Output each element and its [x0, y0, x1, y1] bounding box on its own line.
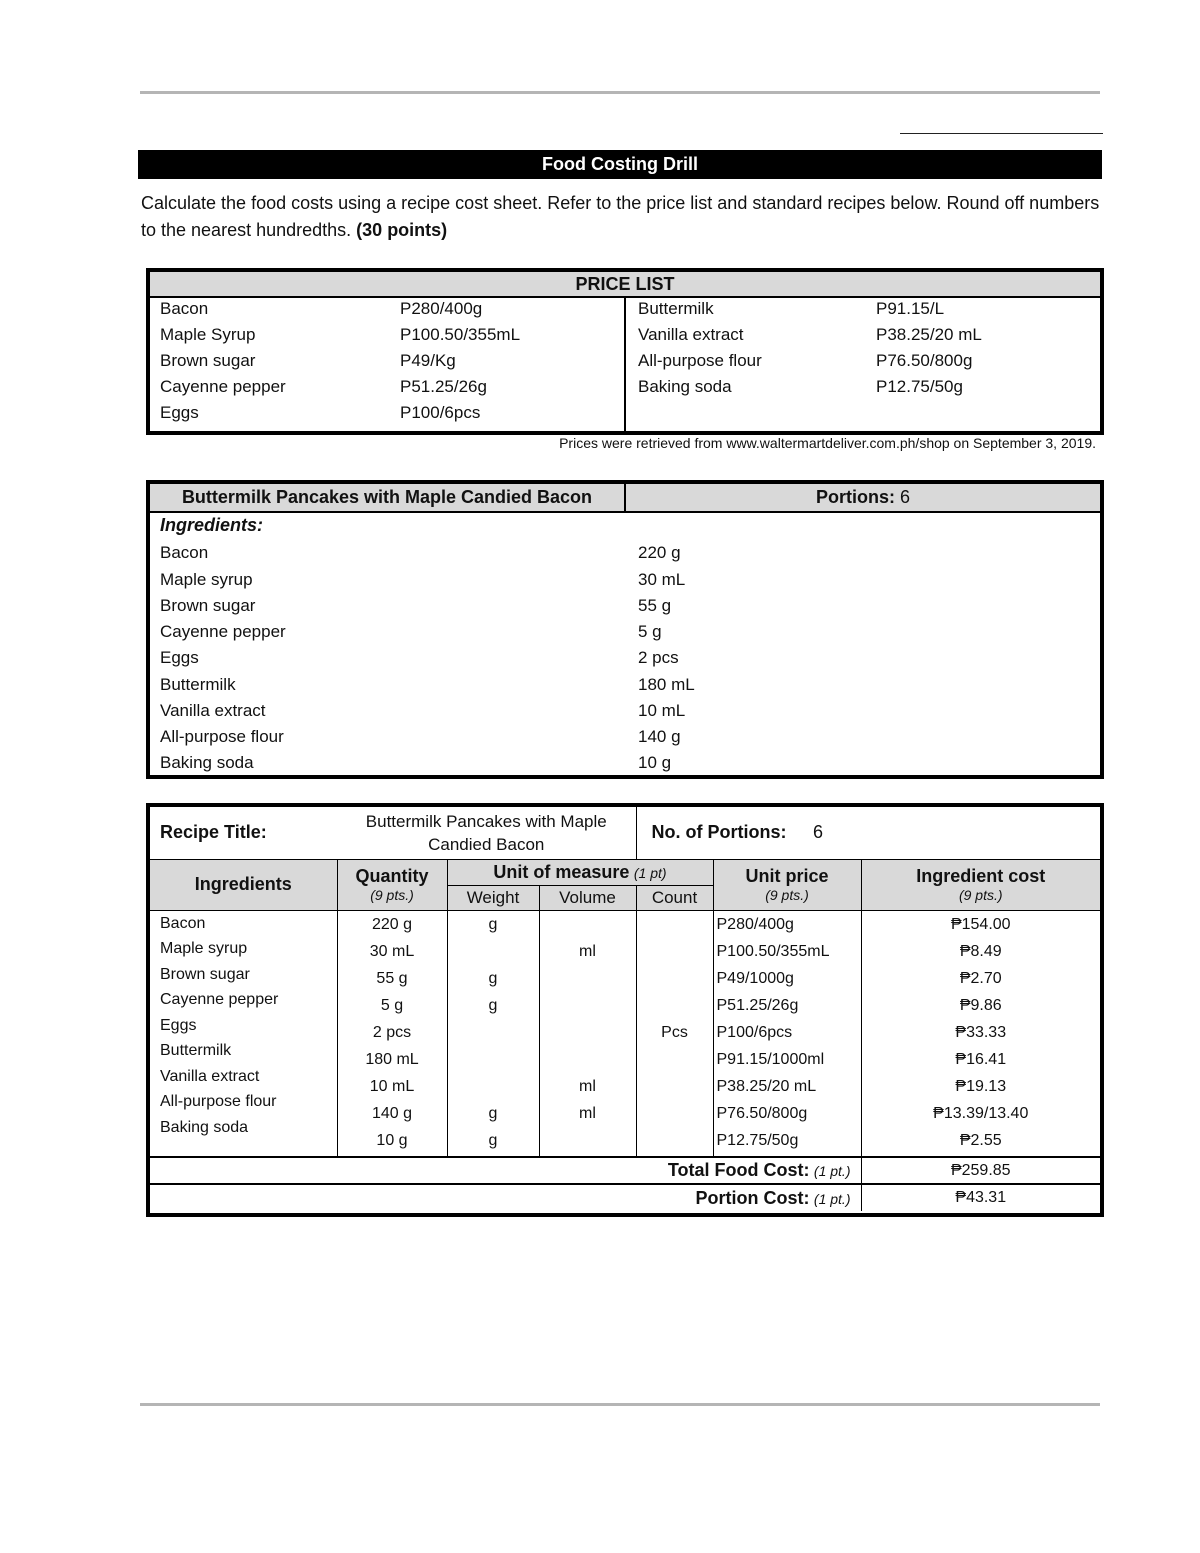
- price-item: Buttermilk: [638, 299, 714, 318]
- cost-quantity: 30 mL: [369, 942, 415, 960]
- col-unit-label: Unit of measure: [493, 861, 630, 882]
- col-unit-pts: (1 pt): [633, 864, 667, 881]
- portion-cost-value: ₱43.31: [861, 1184, 1100, 1211]
- instructions-text: Calculate the food costs using a recipe cost sheet. Refer to the price list and standard recipes below. Round off numbers to the nearest hundredths.: [141, 193, 1100, 240]
- price-value: P76.50/800g: [876, 351, 973, 370]
- cost-quantity: 10 mL: [369, 1077, 415, 1095]
- total-label: Total Food Cost:: [667, 1160, 810, 1180]
- cost-count: [637, 965, 713, 992]
- unit-price-column: [713, 910, 861, 1157]
- recipe-portions: [626, 484, 1100, 511]
- ingredients-label: Ingredients:: [160, 515, 264, 535]
- cost-quantity: 2 pcs: [372, 1023, 412, 1041]
- recipe-quantity: 140 g: [638, 727, 681, 746]
- price-value: P49/Kg: [400, 351, 456, 370]
- cost-ingredient: Vanilla extract: [160, 1067, 260, 1085]
- price-item: Eggs: [160, 403, 199, 422]
- cost-unit-price: P100.50/355mL: [716, 942, 830, 960]
- cost-weight: g: [488, 1131, 498, 1149]
- recipe-ingredient: Brown sugar: [160, 596, 256, 615]
- recipe-quantity: 220 g: [638, 543, 681, 562]
- cost-quantity: 180 mL: [365, 1050, 419, 1068]
- page-title: Food Costing Drill: [138, 150, 1102, 179]
- recipe-ingredient: Buttermilk: [160, 675, 236, 694]
- recipe-name: Buttermilk Pancakes with Maple Candied Bacon: [150, 484, 626, 511]
- col-unit-price-pts: (9 pts.): [765, 887, 809, 903]
- recipe-quantity: 180 mL: [638, 675, 695, 694]
- cost-volume: [540, 911, 636, 938]
- cost-ingredient: Cayenne pepper: [160, 991, 279, 1008]
- cost-value: ₱9.86: [959, 996, 1002, 1014]
- price-value: P38.25/20 mL: [876, 325, 982, 344]
- recipe-quantity: 30 mL: [638, 570, 686, 589]
- price-item: Vanilla extract: [638, 325, 744, 344]
- cost-quantity: 55 g: [376, 969, 408, 987]
- cost-unit-price: P12.75/50g: [716, 1131, 799, 1149]
- cost-count: Pcs: [661, 1023, 688, 1041]
- cost-volume: ml: [579, 942, 596, 960]
- recipe-ingredient: Maple syrup: [160, 570, 253, 589]
- price-value: P12.75/50g: [876, 377, 963, 396]
- recipe-ingredient: Bacon: [160, 543, 209, 562]
- price-value: P91.15/L: [876, 299, 945, 318]
- recipe-title-value: Buttermilk Pancakes with Maple Candied Bacon: [365, 811, 607, 854]
- col-ingredient-cost: [861, 859, 1100, 910]
- col-quantity: [337, 859, 447, 910]
- price-list-divider: [624, 298, 626, 431]
- cost-count: [637, 938, 713, 965]
- cost-count: [637, 1073, 713, 1100]
- recipe-title-label: Recipe Title:: [160, 822, 267, 843]
- cost-weight: [448, 1046, 539, 1073]
- cost-value: ₱19.13: [955, 1077, 1007, 1095]
- weight-column: [447, 910, 539, 1157]
- cost-count: [637, 1046, 713, 1073]
- col-count: Count: [636, 885, 713, 910]
- price-value: P100.50/355mL: [400, 325, 521, 344]
- cost-count: [637, 1100, 713, 1127]
- price-item: Bacon: [160, 299, 209, 318]
- recipe-quantity: 10 g: [638, 753, 672, 772]
- ingredient-cost-column: [861, 910, 1100, 1157]
- recipe-ingredient: Vanilla extract: [160, 701, 266, 720]
- cost-volume: [540, 992, 636, 1019]
- cost-table: [150, 807, 1100, 1211]
- cost-unit-price: P91.15/1000ml: [716, 1050, 825, 1068]
- cost-ingredient: Eggs: [160, 1016, 197, 1034]
- recipe-ingredient: Eggs: [160, 648, 199, 667]
- col-unit-price: [713, 859, 861, 910]
- cost-quantity: 5 g: [380, 996, 404, 1014]
- cost-portions-value: 6: [812, 822, 823, 843]
- cost-ingredient: Brown sugar: [160, 965, 250, 983]
- total-food-cost-label: [150, 1157, 861, 1184]
- recipe-quantity: 5 g: [638, 622, 662, 641]
- col-unit-of-measure: [447, 859, 713, 885]
- cost-value: ₱154.00: [950, 915, 1011, 933]
- recipe-quantity: 55 g: [638, 596, 672, 615]
- cost-volume: ml: [579, 1104, 596, 1122]
- price-item: Cayenne pepper: [160, 377, 286, 396]
- quantity-column: [337, 910, 447, 1157]
- cost-value: ₱2.55: [959, 1131, 1002, 1149]
- cost-weight: g: [488, 1104, 498, 1122]
- cost-quantity: 10 g: [376, 1131, 408, 1149]
- cost-volume: [540, 1019, 636, 1046]
- recipe-ingredient: All-purpose flour: [160, 727, 284, 746]
- cost-unit-price: P38.25/20 mL: [716, 1077, 817, 1095]
- cost-value: ₱8.49: [959, 942, 1002, 960]
- recipe-ingredient: Cayenne pepper: [160, 622, 286, 641]
- price-list-title: PRICE LIST: [150, 272, 1100, 298]
- count-column: [636, 910, 713, 1157]
- cost-ingredient: All-purpose flour: [160, 1093, 277, 1110]
- cost-portions-label: No. of Portions:: [651, 822, 787, 843]
- cost-weight: [448, 1019, 539, 1046]
- price-value: P51.25/26g: [400, 377, 487, 396]
- col-ingredient-cost-pts: (9 pts.): [958, 887, 1003, 903]
- recipe-ingredient: Baking soda: [160, 753, 254, 772]
- col-quantity-pts: (9 pts.): [370, 887, 414, 903]
- recipe-quantity: 2 pcs: [638, 648, 679, 667]
- cost-weight: g: [488, 915, 498, 933]
- header-rule: [140, 91, 1100, 94]
- instructions-points: (30 points): [356, 220, 448, 240]
- price-list: [146, 268, 1104, 435]
- cost-value: ₱2.70: [959, 969, 1002, 987]
- cost-weight: g: [488, 996, 498, 1014]
- cost-count: [637, 1127, 713, 1154]
- price-item: Brown sugar: [160, 351, 256, 370]
- total-food-cost-value: ₱259.85: [861, 1157, 1100, 1184]
- volume-column: [539, 910, 636, 1157]
- price-item: Baking soda: [638, 377, 732, 396]
- col-weight: Weight: [447, 885, 539, 910]
- cost-volume: [540, 1127, 636, 1154]
- recipe-portions-label: Portions:: [815, 487, 895, 507]
- portion-cost-label: [150, 1184, 861, 1211]
- cost-weight: [448, 1073, 539, 1100]
- cost-unit-price: P49/1000g: [716, 969, 794, 987]
- portion-label: Portion Cost:: [695, 1187, 810, 1208]
- col-quantity-label: Quantity: [355, 866, 429, 886]
- recipe-quantity: 10 mL: [638, 701, 686, 720]
- instructions: [141, 190, 1101, 244]
- price-value: P100/6pcs: [400, 403, 481, 422]
- cost-unit-price: P100/6pcs: [716, 1023, 793, 1041]
- cost-value: ₱33.33: [955, 1023, 1007, 1041]
- recipe-portions-value: 6: [900, 487, 911, 507]
- cost-volume: [540, 1046, 636, 1073]
- col-ingredient-cost-label: Ingredient cost: [916, 866, 1046, 886]
- ingredients-column: [150, 910, 337, 1157]
- cost-unit-price: P51.25/26g: [716, 996, 799, 1014]
- cost-unit-price: P76.50/800g: [716, 1104, 808, 1122]
- portion-pts: (1 pt.): [813, 1190, 851, 1207]
- cost-weight: [448, 938, 539, 965]
- cost-unit-price: P280/400g: [716, 915, 794, 933]
- cost-ingredient: Buttermilk: [160, 1042, 232, 1059]
- cost-ingredient: Bacon: [160, 914, 206, 932]
- col-ingredients: Ingredients: [150, 859, 337, 910]
- col-unit-price-label: Unit price: [745, 866, 829, 886]
- footer-rule: [140, 1403, 1100, 1406]
- col-volume: Volume: [539, 885, 636, 910]
- cost-value: ₱13.39/13.40: [933, 1104, 1029, 1122]
- cost-volume: ml: [579, 1077, 596, 1095]
- cost-value: ₱16.41: [955, 1050, 1007, 1068]
- price-source-note: Prices were retrieved from www.waltermartdeliver.com.ph/shop on September 3, 2019.: [559, 435, 1096, 451]
- name-line: [900, 133, 1103, 134]
- cost-quantity: 140 g: [371, 1104, 413, 1122]
- total-pts: (1 pt.): [813, 1163, 851, 1179]
- price-value: P280/400g: [400, 299, 483, 318]
- cost-ingredient: Maple syrup: [160, 940, 248, 957]
- cost-volume: [540, 965, 636, 992]
- cost-quantity: 220 g: [371, 915, 413, 933]
- cost-weight: g: [488, 969, 498, 987]
- cost-ingredient: Baking soda: [160, 1118, 249, 1136]
- cost-count: [637, 911, 713, 938]
- cost-portions: [636, 807, 1100, 859]
- recipe-cost-sheet: [146, 803, 1104, 1217]
- price-item: Maple Syrup: [160, 325, 256, 344]
- standard-recipe: [146, 480, 1104, 779]
- cost-count: [637, 992, 713, 1019]
- price-item: All-purpose flour: [638, 351, 762, 370]
